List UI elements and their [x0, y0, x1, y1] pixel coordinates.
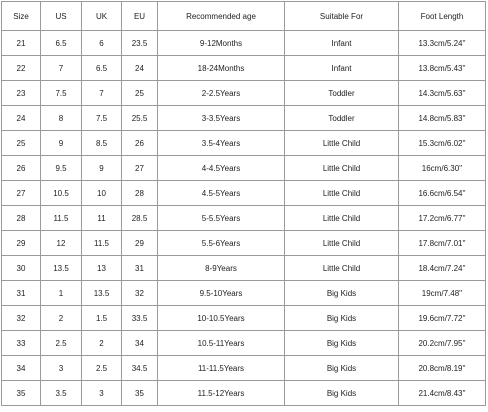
table-row [2, 206, 486, 231]
cell-suitable-for: Toddler [285, 81, 399, 106]
cell-recommended-age: 8-9Years [158, 256, 285, 281]
cell-eu: 35 [122, 381, 158, 406]
cell-foot-length: 17.8cm/7.01'' [399, 231, 486, 256]
header-row [2, 2, 486, 31]
cell-foot-length: 17.2cm/6.77'' [399, 206, 486, 231]
cell-eu: 31 [122, 256, 158, 281]
cell-size: 30 [2, 256, 41, 281]
cell-foot-length: 14.8cm/5.83'' [399, 106, 486, 131]
cell-foot-length: 20.2cm/7.95'' [399, 331, 486, 356]
cell-size: 24 [2, 106, 41, 131]
cell-uk: 13.5 [82, 281, 122, 306]
cell-size: 29 [2, 231, 41, 256]
cell-size: 28 [2, 206, 41, 231]
cell-suitable-for: Big Kids [285, 306, 399, 331]
cell-recommended-age: 2-2.5Years [158, 81, 285, 106]
cell-us: 1 [41, 281, 82, 306]
cell-size: 34 [2, 356, 41, 381]
cell-recommended-age: 3.5-4Years [158, 131, 285, 156]
cell-suitable-for: Big Kids [285, 331, 399, 356]
cell-recommended-age: 11-11.5Years [158, 356, 285, 381]
cell-eu: 32 [122, 281, 158, 306]
cell-eu: 25 [122, 81, 158, 106]
cell-us: 11.5 [41, 206, 82, 231]
table-row [2, 56, 486, 81]
cell-foot-length: 16.6cm/6.54'' [399, 181, 486, 206]
cell-us: 3 [41, 356, 82, 381]
cell-uk: 7 [82, 81, 122, 106]
cell-uk: 1.5 [82, 306, 122, 331]
cell-us: 12 [41, 231, 82, 256]
cell-uk: 11 [82, 206, 122, 231]
cell-size: 27 [2, 181, 41, 206]
table-row [2, 256, 486, 281]
cell-us: 9.5 [41, 156, 82, 181]
cell-uk: 3 [82, 381, 122, 406]
cell-foot-length: 18.4cm/7.24'' [399, 256, 486, 281]
cell-foot-length: 16cm/6.30'' [399, 156, 486, 181]
cell-uk: 6 [82, 31, 122, 56]
cell-suitable-for: Toddler [285, 106, 399, 131]
cell-suitable-for: Infant [285, 31, 399, 56]
cell-us: 3.5 [41, 381, 82, 406]
header-uk: UK [82, 2, 122, 31]
header-size: Size [2, 2, 41, 31]
cell-foot-length: 13.3cm/5.24'' [399, 31, 486, 56]
table-row [2, 231, 486, 256]
table-row [2, 381, 486, 406]
table-row [2, 331, 486, 356]
cell-foot-length: 21.4cm/8.43'' [399, 381, 486, 406]
cell-foot-length: 19.6cm/7.72'' [399, 306, 486, 331]
cell-suitable-for: Big Kids [285, 381, 399, 406]
cell-size: 31 [2, 281, 41, 306]
table-row [2, 181, 486, 206]
cell-suitable-for: Little Child [285, 256, 399, 281]
cell-eu: 34.5 [122, 356, 158, 381]
cell-recommended-age: 4.5-5Years [158, 181, 285, 206]
cell-eu: 34 [122, 331, 158, 356]
cell-us: 2.5 [41, 331, 82, 356]
table-row [2, 156, 486, 181]
cell-uk: 6.5 [82, 56, 122, 81]
cell-uk: 8.5 [82, 131, 122, 156]
cell-recommended-age: 5.5-6Years [158, 231, 285, 256]
cell-uk: 7.5 [82, 106, 122, 131]
table-row [2, 356, 486, 381]
cell-suitable-for: Little Child [285, 231, 399, 256]
header-foot-length: Foot Length [399, 2, 486, 31]
cell-eu: 29 [122, 231, 158, 256]
cell-uk: 11.5 [82, 231, 122, 256]
cell-eu: 33.5 [122, 306, 158, 331]
cell-us: 7.5 [41, 81, 82, 106]
cell-foot-length: 20.8cm/8.19'' [399, 356, 486, 381]
header-recommended-age: Recommended age [158, 2, 285, 31]
cell-recommended-age: 9-12Months [158, 31, 285, 56]
cell-recommended-age: 4-4.5Years [158, 156, 285, 181]
cell-foot-length: 13.8cm/5.43'' [399, 56, 486, 81]
cell-eu: 24 [122, 56, 158, 81]
cell-foot-length: 15.3cm/6.02'' [399, 131, 486, 156]
cell-uk: 9 [82, 156, 122, 181]
cell-uk: 2.5 [82, 356, 122, 381]
cell-suitable-for: Little Child [285, 131, 399, 156]
table-row [2, 106, 486, 131]
cell-eu: 28.5 [122, 206, 158, 231]
cell-recommended-age: 10.5-11Years [158, 331, 285, 356]
table-row [2, 81, 486, 106]
cell-uk: 13 [82, 256, 122, 281]
table-row [2, 31, 486, 56]
cell-uk: 10 [82, 181, 122, 206]
cell-foot-length: 14.3cm/5.63'' [399, 81, 486, 106]
header-eu: EU [122, 2, 158, 31]
cell-suitable-for: Infant [285, 56, 399, 81]
cell-eu: 28 [122, 181, 158, 206]
cell-eu: 25.5 [122, 106, 158, 131]
table-body [2, 31, 486, 406]
header-suitable-for: Suitable For [285, 2, 399, 31]
cell-eu: 23.5 [122, 31, 158, 56]
cell-size: 32 [2, 306, 41, 331]
cell-size: 25 [2, 131, 41, 156]
cell-uk: 2 [82, 331, 122, 356]
header-us: US [41, 2, 82, 31]
cell-size: 26 [2, 156, 41, 181]
size-chart-table [1, 1, 486, 406]
cell-suitable-for: Big Kids [285, 356, 399, 381]
table-row [2, 306, 486, 331]
cell-size: 23 [2, 81, 41, 106]
cell-recommended-age: 11.5-12Years [158, 381, 285, 406]
cell-size: 35 [2, 381, 41, 406]
cell-foot-length: 19cm/7.48'' [399, 281, 486, 306]
cell-us: 2 [41, 306, 82, 331]
cell-recommended-age: 10-10.5Years [158, 306, 285, 331]
cell-us: 13.5 [41, 256, 82, 281]
cell-size: 33 [2, 331, 41, 356]
cell-recommended-age: 5-5.5Years [158, 206, 285, 231]
cell-eu: 27 [122, 156, 158, 181]
cell-us: 6.5 [41, 31, 82, 56]
cell-us: 8 [41, 106, 82, 131]
cell-recommended-age: 18-24Months [158, 56, 285, 81]
cell-suitable-for: Little Child [285, 206, 399, 231]
cell-suitable-for: Little Child [285, 181, 399, 206]
cell-us: 10.5 [41, 181, 82, 206]
cell-suitable-for: Little Child [285, 156, 399, 181]
cell-size: 21 [2, 31, 41, 56]
cell-us: 7 [41, 56, 82, 81]
cell-size: 22 [2, 56, 41, 81]
cell-us: 9 [41, 131, 82, 156]
cell-eu: 26 [122, 131, 158, 156]
table-row [2, 281, 486, 306]
table-row [2, 131, 486, 156]
cell-suitable-for: Big Kids [285, 281, 399, 306]
cell-recommended-age: 9.5-10Years [158, 281, 285, 306]
cell-recommended-age: 3-3.5Years [158, 106, 285, 131]
